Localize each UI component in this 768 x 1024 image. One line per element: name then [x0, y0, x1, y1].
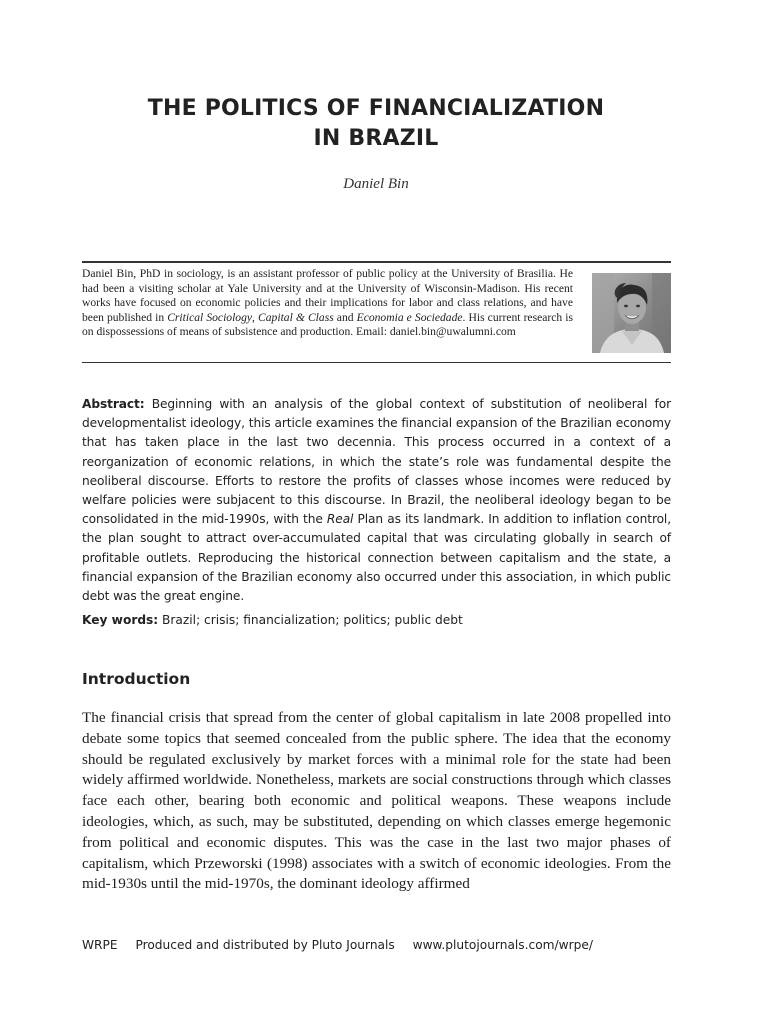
bio-journal-1: Critical Sociology [167, 310, 253, 324]
footer-distribution: Produced and distributed by Pluto Journals [135, 938, 395, 952]
keywords-label: Key words: [82, 613, 159, 627]
abstract-text-1: Beginning with an analysis of the global context of substitution of neoliberal for developmentalist ideology, this article examines the financial expansion of the Brazilian economy that has taken place in the last two decennia. This process occurred in a context of a reorganization of economic relations, in which the state’s role was fundamental despite the neoliberal discourse. Efforts to restore the profits of classes whose incomes were reduced by welfare policies were subjacent to this discourse. In Brazil, the neoliberal ideology began to be consolidated in the mid-1990s, with the [82, 397, 671, 527]
bio-journal-3: Economia e Sociedade [356, 310, 463, 324]
section-heading-introduction: Introduction [82, 670, 191, 688]
abstract [82, 395, 671, 606]
bio-separator-1: , [252, 310, 259, 324]
article-title-line-1: THE POLITICS OF FINANCIALIZATION [147, 96, 605, 121]
page-footer [82, 938, 682, 952]
author-bio [82, 267, 573, 340]
footer-url: www.plutojournals.com/wrpe/ [412, 938, 593, 952]
bio-top-divider [82, 261, 671, 263]
article-author: Daniel Bin [343, 176, 409, 192]
article-title-line-2: IN BRAZIL [313, 126, 439, 151]
introduction-paragraph: The financial crisis that spread from the center of global capitalism in late 2008 propelled into debate some topics that seemed concealed from the public sphere. The idea that the economy should be regulated exclusively by market forces with a minimal role for the state had been widely affirmed worldwide. Nonetheless, markets are social constructions through which classes face each other, bearing both economic and political weapons. These weapons include ideologies, which, as such, may be substituted, depending on which classes emerge hegemonic from political and economic disputes. This was the case in the last two major phases of capitalism, which Przeworski (1998) associates with a switch of economic ideologies. From the mid-1930s until the mid-1970s, the dominant ideology affirmed [82, 709, 671, 893]
footer-journal: WRPE [82, 938, 118, 952]
bio-separator-2: and [333, 310, 357, 324]
bio-journal-2: Capital & Class [258, 310, 334, 324]
article-title [82, 94, 670, 154]
keywords [82, 611, 671, 630]
keywords-list: Brazil; crisis; financialization; politics; public debt [158, 613, 463, 627]
bio-bottom-divider [82, 362, 671, 363]
author-portrait-photo [592, 273, 671, 353]
bio-text-1: Daniel Bin, PhD in sociology, is an assistant professor of public policy at the University of Brasilia. He had been a visiting scholar at Yale University and at the University of Wisconsin-Madison. His recent works have focused on economic policies and their implications for labor and class relations, and have been published in [82, 267, 573, 324]
abstract-text-2: Plan as its landmark. In addition to inflation control, the plan sought to attract over-accumulated capital that was circulating globally in search of profitable outlets. Reproducing the historical connection between capitalism and the state, a financial expansion of the Brazilian economy also occurred under this association, in which public debt was the great engine. [82, 512, 671, 604]
bio-text-2: . His current research is on dispossessions of means of subsistence and production. Email: daniel.bin@uwalumni.com [82, 310, 573, 339]
abstract-label: Abstract: [82, 397, 145, 411]
abstract-real-plan: Real [326, 512, 354, 527]
